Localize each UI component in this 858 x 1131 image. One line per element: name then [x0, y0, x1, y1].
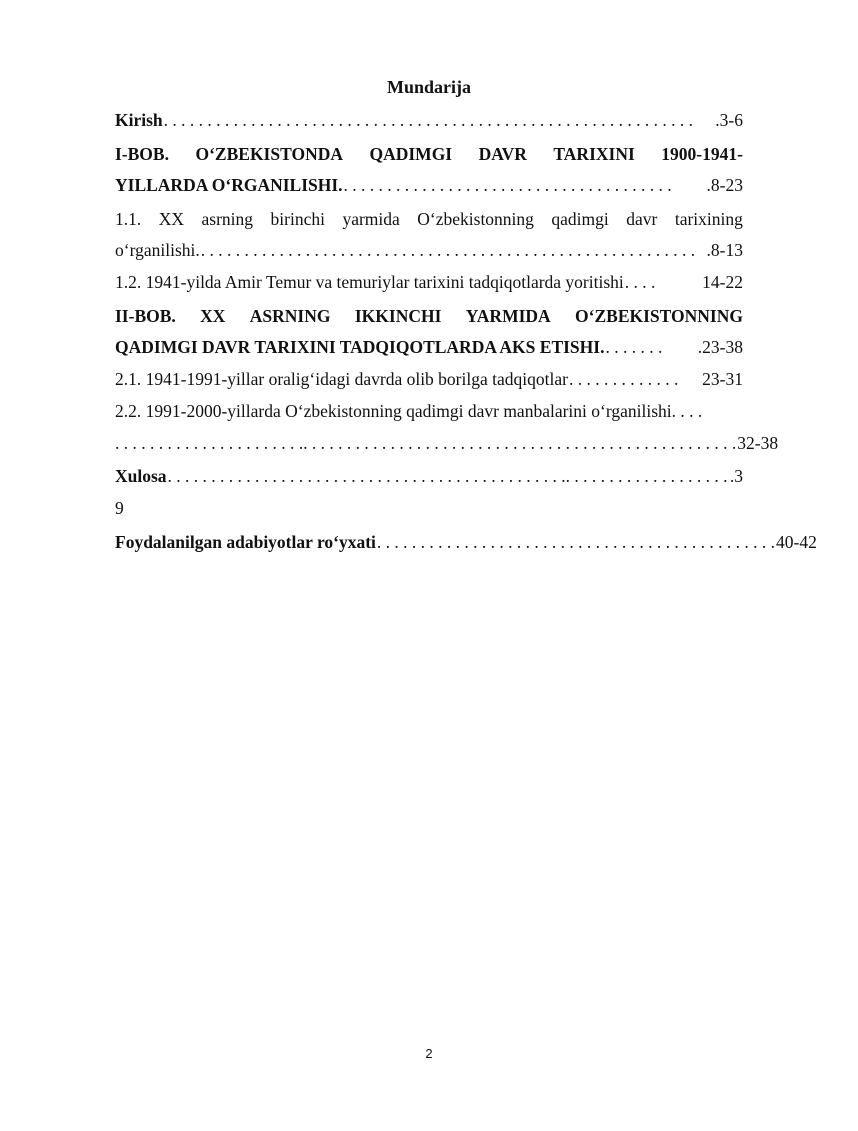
word: davr [626, 209, 658, 229]
leader-dots: . . . . . . . . . . . . . [568, 369, 679, 389]
word: XX [200, 306, 226, 326]
page-ref-wrap: 9 [115, 498, 124, 518]
toc-entry-chapter-2-cont[interactable] [115, 336, 743, 358]
page-ref: 23-31 [702, 369, 743, 389]
word: tarixining [674, 209, 743, 229]
page-ref: .8-23 [706, 175, 743, 195]
toc-entry-1-1[interactable] [115, 208, 743, 230]
entry-label: o‘rganilishi. [115, 240, 200, 260]
toc-entry-chapter-1-cont[interactable] [115, 174, 743, 196]
word: DAVR [478, 144, 527, 164]
toc-entry-2-2-cont[interactable] [115, 432, 779, 454]
word: O‘ZBEKISTONNING [575, 306, 743, 326]
leader-dots: . . . . . . . . . . . . . . . . . . . . . . . . . . . . . . . . . . . . . . . . . . . . . .. . . . . . . . . . . . . . . . . . . [167, 466, 728, 486]
toc-entry-kirish[interactable] [115, 109, 743, 131]
word: 1900-1941- [661, 144, 743, 164]
entry-label: YILLARDA O‘RGANILISHI. [115, 175, 343, 195]
entry-label: 1.2. 1941-yilda Amir Temur va temuriylar tarixini tadqiqotlarda yoritishi [115, 272, 624, 292]
toc-entry-1-1-cont[interactable] [115, 239, 743, 261]
word: TARIXINI [553, 144, 635, 164]
word: II-BOB. [115, 306, 176, 326]
page-ref: 32-38 [737, 433, 779, 453]
word: IKKINCHI [354, 306, 442, 326]
toc-entry-chapter-2[interactable] [115, 305, 743, 327]
toc-entry-2-1[interactable] [115, 368, 743, 390]
entry-label: Kirish [115, 110, 163, 130]
word: XX [158, 209, 185, 229]
word: asrning [201, 209, 254, 229]
toc-entry-2-2[interactable] [115, 400, 743, 422]
page-number: 2 [425, 1046, 433, 1061]
toc-entry-1-2[interactable] [115, 271, 743, 293]
page-ref: .3-6 [715, 110, 743, 130]
word: yarmida [342, 209, 400, 229]
leader-dots: . . . . . . . . . . . . . . . . . . . . . . . . . . . . . . . . . . . . . . . . . . . . . . [376, 532, 776, 552]
entry-label: Foydalanilgan adabiyotlar ro‘yxati [115, 532, 376, 552]
word: 1.1. [115, 209, 142, 229]
page-ref: .3 [729, 466, 743, 486]
toc-entry-xulosa[interactable] [115, 465, 743, 487]
word: O‘ZBEKISTONDA [195, 144, 343, 164]
toc-title: Mundarija [386, 77, 471, 97]
page-ref: 14-22 [702, 272, 743, 292]
toc-entry-chapter-1[interactable] [115, 143, 743, 165]
page-ref: 40-42 [776, 532, 817, 552]
leader-dots: . . . . . . . . . . . . . . . . . . . . . . . . . . . . . . . . . . . . . . . . . . . . . . . . . . . . . . . . . [200, 240, 696, 260]
entry-label: 2.1. 1941-1991-yillar oralig‘idagi davrda olib borilga tadqiqotlar [115, 369, 568, 389]
entry-label: 2.2. 1991-2000-yillarda O‘zbekistonning qadimgi davr manbalarini o‘rganilishi. . . . [115, 401, 703, 421]
page-ref: .23-38 [697, 337, 743, 357]
leader-dots: . . . . . . . . . . . . . . . . . . . . . .. . . . . . . . . . . . . . . . . . . . . . . . . . . . . . . . . . . . . . . . . . . . . . . . . . [115, 433, 737, 453]
word: I-BOB. [115, 144, 169, 164]
leader-dots: . . . . . . . . . . . . . . . . . . . . . . . . . . . . . . . . . . . . . . . . . . . . . . . . . . . . . . . . . . . . . [163, 110, 694, 130]
entry-label: Xulosa [115, 466, 167, 486]
page-ref: .8-13 [706, 240, 743, 260]
toc-entry-xulosa-wrap [115, 497, 743, 519]
leader-dots: . . . . [624, 272, 656, 292]
word: QADIMGI [369, 144, 453, 164]
entry-label: QADIMGI DAVR TARIXINI TADQIQOTLARDA AKS ETISHI. [115, 337, 605, 357]
toc-entry-references[interactable] [115, 531, 817, 553]
word: qadimgi [551, 209, 609, 229]
word: O‘zbekistonning [417, 209, 534, 229]
word: ASRNING [249, 306, 331, 326]
word: birinchi [270, 209, 325, 229]
leader-dots: . . . . . . . . . . . . . . . . . . . . . . . . . . . . . . . . . . . . . . [343, 175, 672, 195]
leader-dots: . . . . . . . [605, 337, 663, 357]
word: YARMIDA [465, 306, 551, 326]
